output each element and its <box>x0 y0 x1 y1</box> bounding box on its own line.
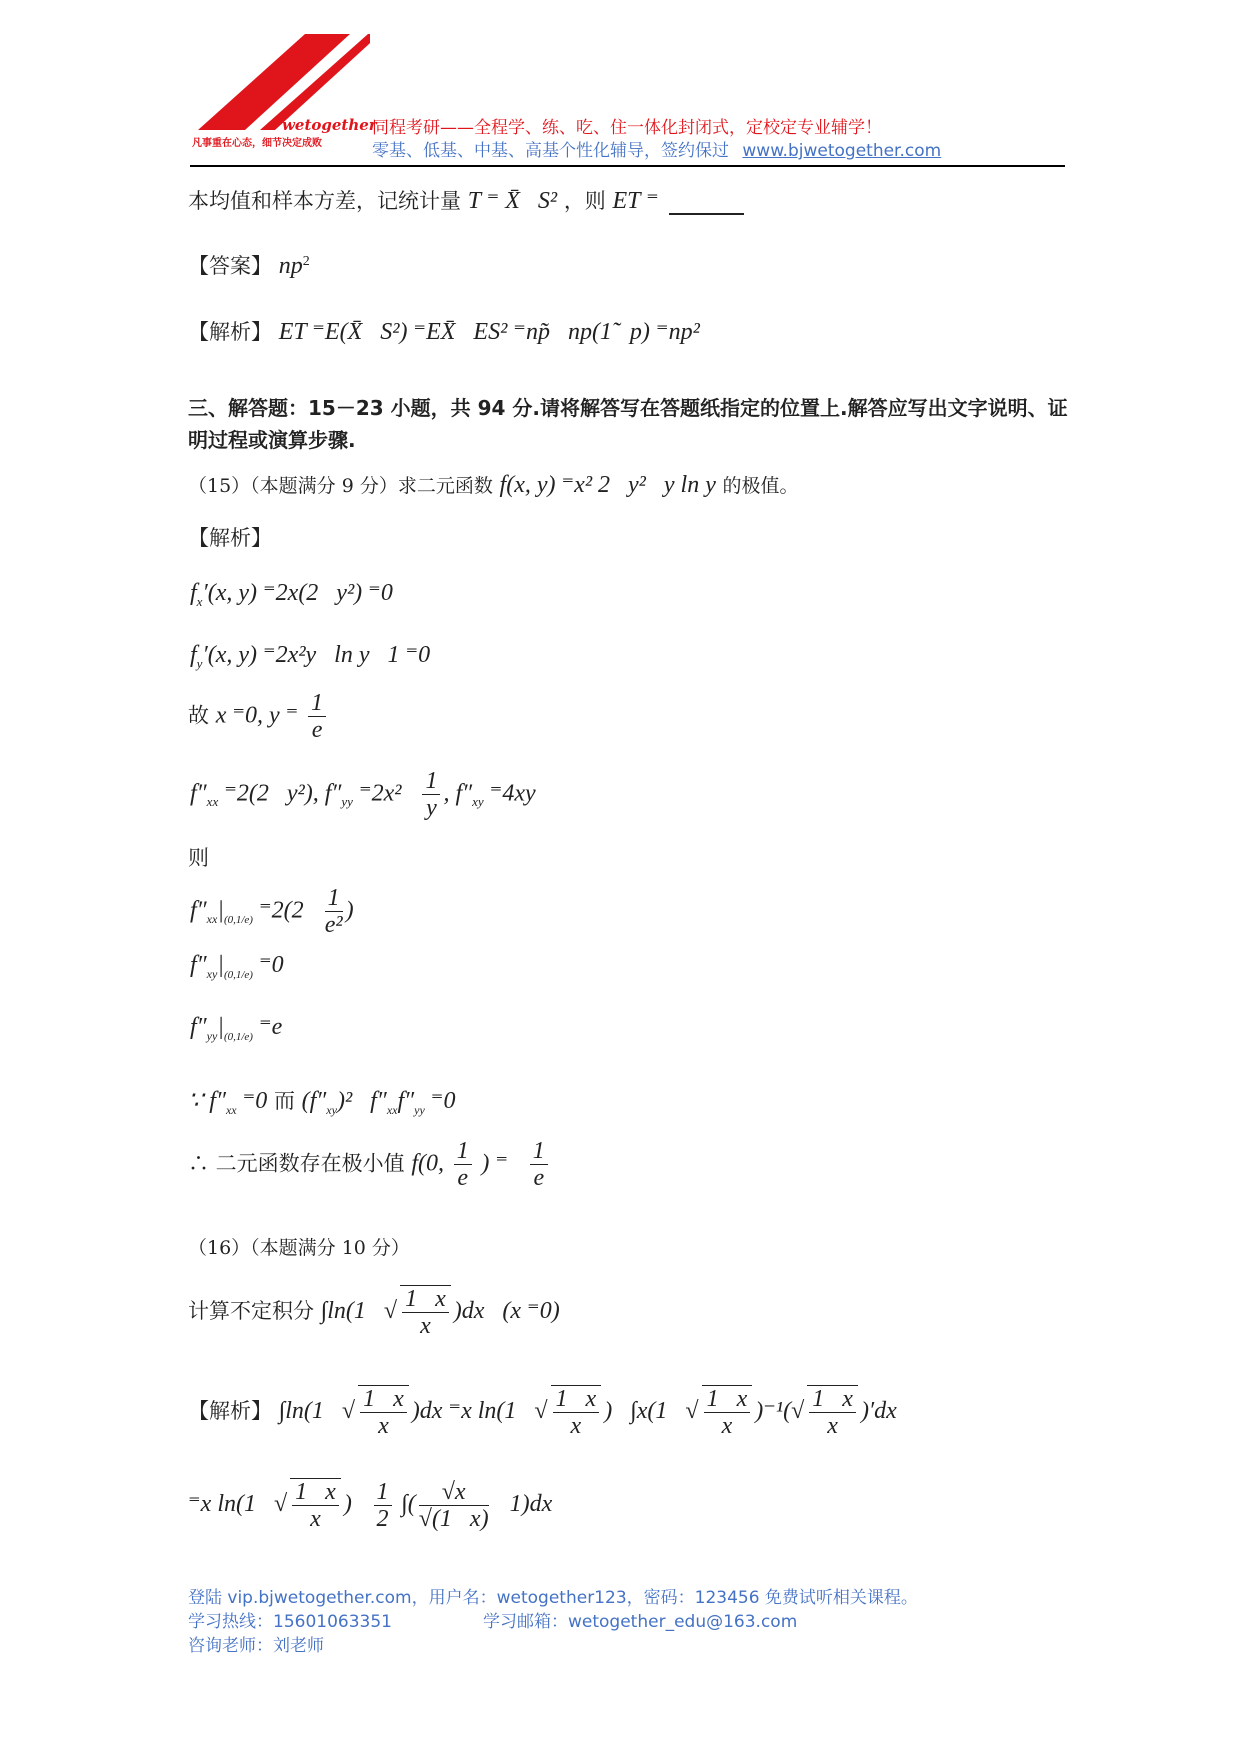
frac-sqrt-2: $\frac{1 x}{x}$ <box>551 1385 602 1440</box>
q15-prefix: （15）（本题满分 9 分）求二元函数 <box>188 475 493 497</box>
frac-half: $\frac{1}{2}$ <box>374 1479 392 1533</box>
analysis-line <box>188 316 700 346</box>
eq-q16-step2d: 1)dx <box>491 1490 553 1517</box>
intro-line <box>188 185 744 215</box>
footer-teacher: 咨询老师：刘老师 <box>188 1636 324 1656</box>
header-tagline-2-text: 零基、低基、中基、高基个性化辅导，签约保过 <box>372 141 729 161</box>
frac-sqrtx: $\frac{√x}{√(1 x)}$ <box>418 1478 489 1532</box>
q16-title: （16）（本题满分 10 分） <box>188 1237 410 1259</box>
eq-fyy-value: $f''_{yy}|_{(0,1/e)}$ ⁼e <box>190 1014 283 1043</box>
section-title: 三、解答题：15－23 小题，共 94 分.请将解答写在答题纸指定的位置上.解答应写出文字说明、证明过程或演算步骤. <box>188 396 1068 452</box>
eq-q16-step1: ∫ln(1 √ <box>278 1397 356 1424</box>
answer-value: np <box>278 253 303 279</box>
logo-brand: wetogether <box>282 116 377 134</box>
eq-q16-step2c: ∫( <box>401 1490 416 1517</box>
eq-q16-step1e: )′dx <box>860 1397 897 1424</box>
frac-sqrt-4: $\frac{1 x}{x}$ <box>807 1385 858 1440</box>
analysis-label: 【解析】 <box>188 320 272 344</box>
q16-step2 <box>188 1478 552 1533</box>
eq-fx: $f_x'(x$, y) ⁼2x(2 y²) ⁼0 <box>190 580 393 609</box>
frac-1-e2: $\frac{1}{\text{e²}}$ <box>324 885 343 939</box>
blank-line <box>669 189 744 215</box>
eq-integral: ∫ln(1 √ <box>320 1297 398 1324</box>
because-text: 而 <box>273 1089 295 1113</box>
answer-line: 【答案】 $np^2$ <box>188 253 310 279</box>
q15-analysis: 【解析】 <box>188 526 272 550</box>
frac-sqrt-3: $\frac{1 x}{x}$ <box>702 1385 753 1440</box>
eq-q16-step1b: )dx ⁼x ln(1 √ <box>411 1397 548 1424</box>
intro-then: ，则 <box>563 189 606 213</box>
logo-slogan: 凡事重在心态，细节决定成败 <box>192 138 322 149</box>
eq-because-1: ∵ $f''_{xx}$ ⁼0 <box>188 1088 268 1117</box>
footer-hotline: 学习热线：15601063351 <box>188 1612 392 1632</box>
frac-min-result: $\frac{1}{e}$ <box>530 1138 548 1192</box>
eq-fxy-value: $f''_{xy}|_{(0,1/e)}$ ⁼0 <box>190 952 284 981</box>
frac-sqrt-q16: $\frac{1 x}{x}$ <box>400 1285 451 1340</box>
eq-q16-step1c: ) ∫x(1 √ <box>604 1397 699 1424</box>
frac-sqrt-5: $\frac{1 x}{x}$ <box>290 1478 341 1533</box>
q15-line <box>188 470 799 499</box>
eq-q16-step2b: ) <box>343 1490 364 1517</box>
conclusion-text: ∴ 二元函数存在极小值 <box>188 1151 405 1176</box>
eq-because-2: $(f''_{xy})^2$ $f''_{xx}f''_{yy}$ ⁼0 <box>301 1088 456 1117</box>
frac-min-1-e: $\frac{1}{e}$ <box>454 1138 472 1192</box>
eq-min-value: f(0, <box>411 1150 445 1177</box>
therefore-text: 故 <box>188 703 209 728</box>
frac-sqrt-1: $\frac{1 x}{x}$ <box>358 1385 409 1440</box>
answer-label: 【答案】 <box>188 254 272 278</box>
footer-login: 登陆 vip.bjwetogether.com，用户名：wetogether123，密码：123456 免费试听相关课程。 <box>188 1588 918 1608</box>
formula-et: ET ⁼ <box>612 188 659 214</box>
intro-text: 本均值和样本方差，记统计量 <box>188 189 461 213</box>
therefore-line <box>188 690 329 744</box>
footer-email: 学习邮箱：wetogether_edu@163.com <box>483 1612 798 1632</box>
header-tagline-2 <box>372 136 941 161</box>
eq-critical: x ⁼0, y ⁼ <box>215 702 299 729</box>
frac-1-y: $\frac{1}{y}$ <box>422 768 440 822</box>
header-tagline-1: 同程考研——全程学、练、吃、住一体化封闭式，定校定专业辅学！ <box>372 118 882 138</box>
formula-t: T ⁼ X̄ S² <box>467 188 558 214</box>
eq-fy: $f_y'(x$, y) ⁼2x²y ln y 1 ⁼0 <box>190 642 431 671</box>
q16-prefix: 计算不定积分 <box>188 1298 314 1323</box>
eq-fxx-value: $f''_{xx}|_{(0,1/e)}$ ⁼2(2 $\frac{1}{\text{e²}}$ ) <box>190 885 354 939</box>
eq-q16-step1d: )⁻¹(√ <box>755 1397 805 1424</box>
q16-question <box>188 1285 560 1340</box>
header-divider <box>190 165 1065 167</box>
eq-second-derivatives: $f''_{xx}$ ⁼2(2 y²), $f''_{yy}$ ⁼2x² $\frac{1}{y}$ , $f''_{xy}$ ⁼4xy <box>190 768 536 822</box>
then-text: 则 <box>188 846 209 870</box>
eq-q16-step2a: ⁼x ln(1 √ <box>188 1490 288 1517</box>
because-line <box>188 1085 455 1118</box>
eq-min-value-2: ) ⁼ <box>481 1150 521 1177</box>
frac-1-e: $\frac{1}{e}$ <box>308 690 326 744</box>
q15-function: f(x, y) ⁼x² 2 y² y ln y <box>499 472 716 498</box>
eq-integral-end: )dx (x ⁼0) <box>453 1297 560 1324</box>
conclusion-line <box>188 1138 551 1192</box>
q16-analysis-label: 【解析】 <box>188 1398 272 1423</box>
q15-suffix: 的极值。 <box>722 475 799 497</box>
q16-analysis-line <box>188 1385 897 1440</box>
website-link[interactable]: www.bjwetogether.com <box>742 141 942 161</box>
analysis-formula: ET ⁼E(X̄ S²) ⁼EX̄ ES² ⁼np̃ np(1̃ p) ⁼np² <box>278 319 700 345</box>
